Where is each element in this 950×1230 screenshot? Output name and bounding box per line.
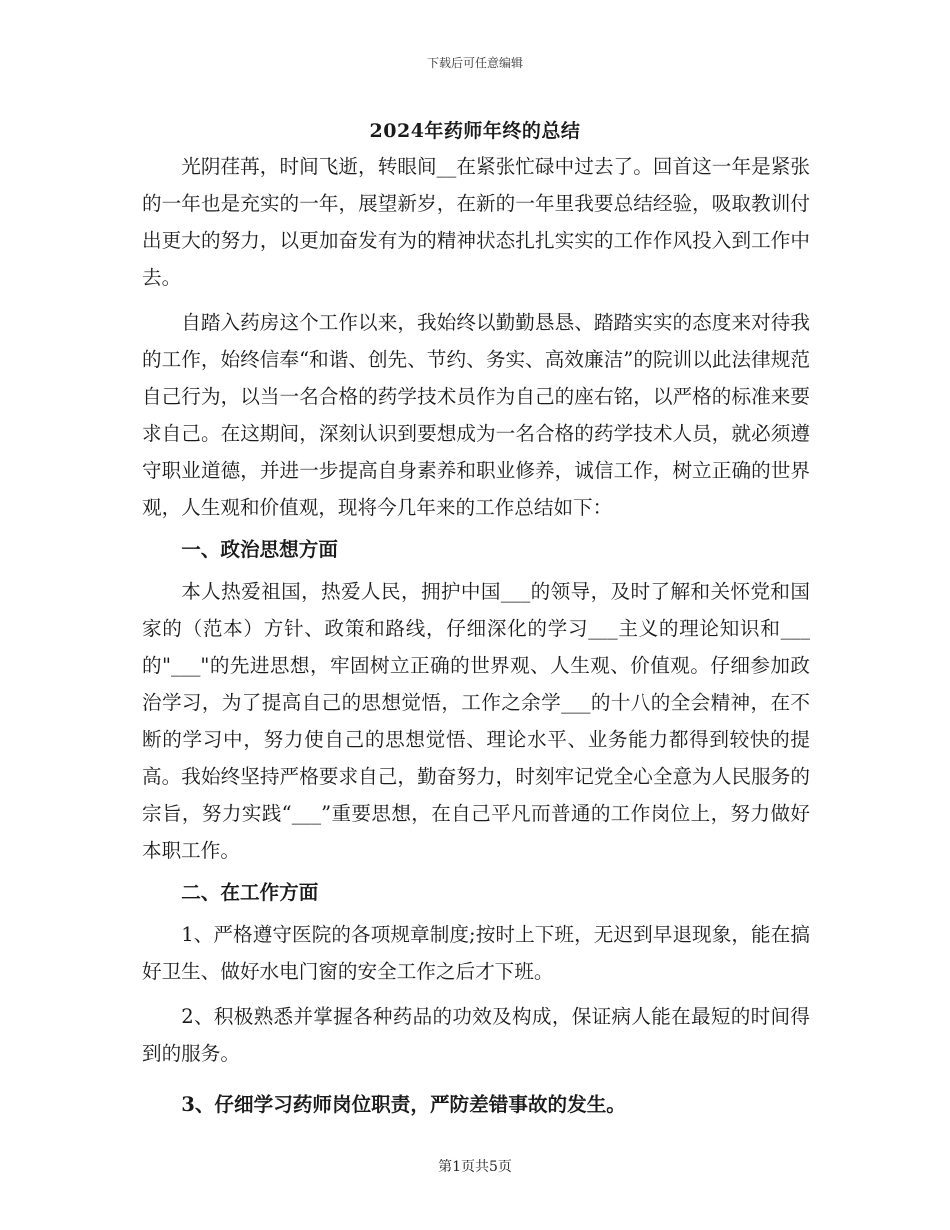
header-note: 下载后可任意编辑	[426, 56, 523, 70]
section-heading-work-item-3: 3、仔细学习药师岗位职责，严防差错事故的发生。	[181, 1093, 626, 1116]
paragraph-intro: 光阴荏苒，时间飞逝，转眼间__在紧张忙碌中过去了。回首这一年是紧张的一年也是充实的一年，展望新岁，在新的一年里我要总结经验，吸取教训付出更大的努力，以更加奋发有为的精神状态扎扎实实的工作作风投入到工作中去。	[142, 155, 810, 289]
paragraph-overview: 自踏入药房这个工作以来，我始终以勤勤恳恳、踏踏实实的态度来对待我的工作，始终信奉“和谐、创先、节约、务实、高效廉洁”的院训以此法律规范自己行为，以当一名合格的药学技术员作为自己的座右铭，以严格的标准来要求自己。在这期间，深刻认识到要想成为一名合格的药学技术人员，就必须遵守职业道德，并进一步提高自身素养和职业修养，诚信工作，树立正确的世界观，人生观和价值观，现将今几年来的工作总结如下：	[142, 311, 810, 519]
section-heading-work: 二、在工作方面	[181, 881, 319, 904]
document-title: 2024年药师年终的总结	[369, 120, 581, 142]
paragraph-work-item-2: 2、积极熟悉并掌握各种药品的功效及构成，保证病人能在最短的时间得到的服务。	[142, 1005, 810, 1065]
paragraph-political: 本人热爱祖国，热爱人民，拥护中国___的领导，及时了解和关怀党和国家的（范本）方针、政策和路线，仔细深化的学习___主义的理论知识和___的"___"的先进思想，牢固树立正确的世界观、人生观、价值观。仔细参加政治学习，为了提高自己的思想觉悟，工作之余学___的十八的全会精神，在不断的学习中，努力使自己的思想觉悟、理论水平、业务能力都得到较快的提高。我始终坚持严格要求自己，勤奋努力，时刻牢记党全心全意为人民服务的宗旨，努力实践“___”重要思想，在自己平凡而普通的工作岗位上，努力做好本职工作。	[142, 580, 810, 862]
document-body	[142, 148, 810, 1123]
section-heading-political: 一、政治思想方面	[181, 538, 338, 561]
page-number: 第1页共5页	[438, 1159, 512, 1175]
paragraph-work-item-1: 1、严格遵守医院的各项规章制度;按时上下班，无迟到早退现象，能在搞好卫生、做好水电门窗的安全工作之后才下班。	[142, 923, 810, 983]
